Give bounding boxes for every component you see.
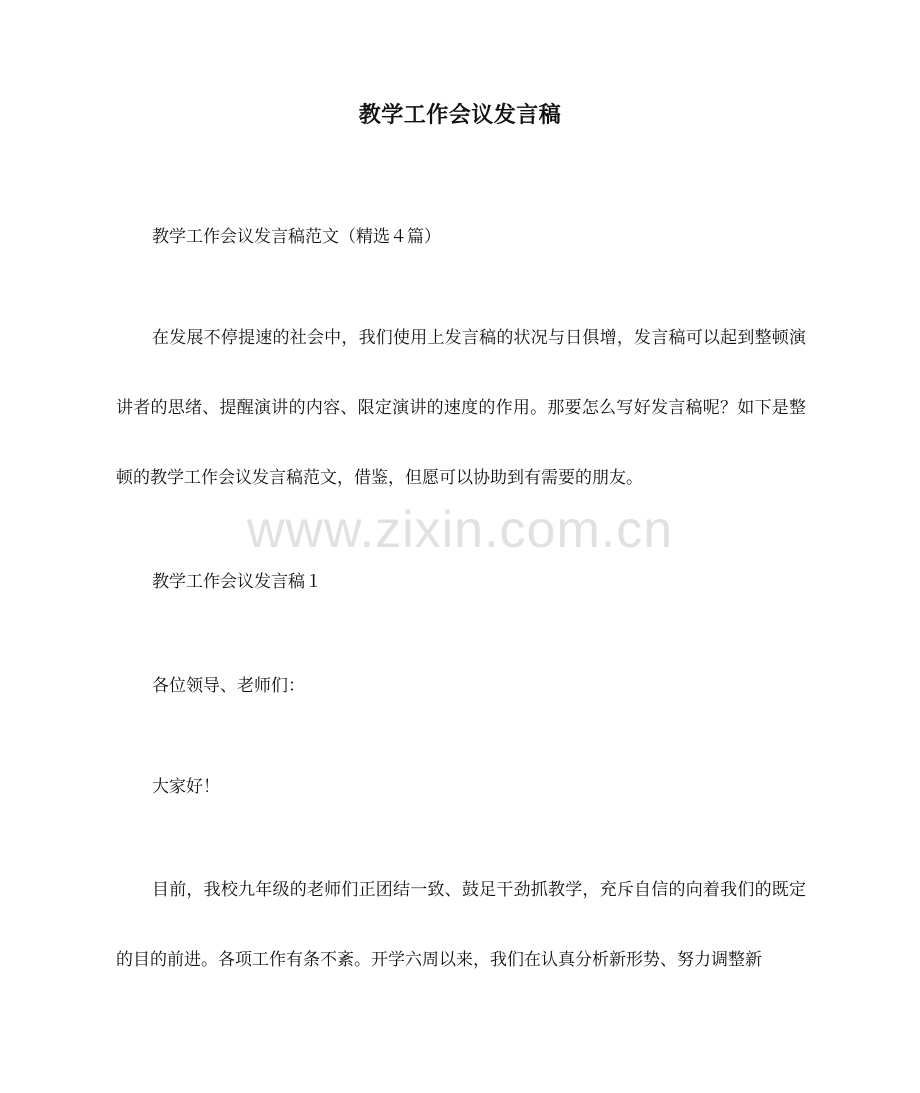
document-title: 教学工作会议发言稿: [358, 103, 562, 128]
watermark-text: www.zixin.com.cn: [246, 501, 674, 559]
greeting-line: 大家好！: [152, 777, 220, 797]
document-subtitle: 教学工作会议发言稿范文（精选４篇）: [152, 227, 441, 247]
body-paragraph: 目前，我校九年级的老师们正团结一致、鼓足干劲抓教学，充斥自信的向着我们的既定的目的前进。各项工作有条不紊。开学六周以来，我们在认真分析新形势、努力调整新: [116, 880, 806, 970]
salutation-line: 各位领导、老师们：: [152, 676, 305, 696]
section-heading: 教学工作会议发言稿１: [152, 572, 322, 592]
intro-paragraph: 在发展不停提速的社会中，我们使用上发言稿的状况与日俱增，发言稿可以起到整顿演讲者的思绪、提醒演讲的内容、限定演讲的速度的作用。那要怎么写好发言稿呢？如下是整顿的教学工作会议发言稿范文，借鉴，但愿可以协助到有需要的朋友。: [116, 328, 806, 488]
